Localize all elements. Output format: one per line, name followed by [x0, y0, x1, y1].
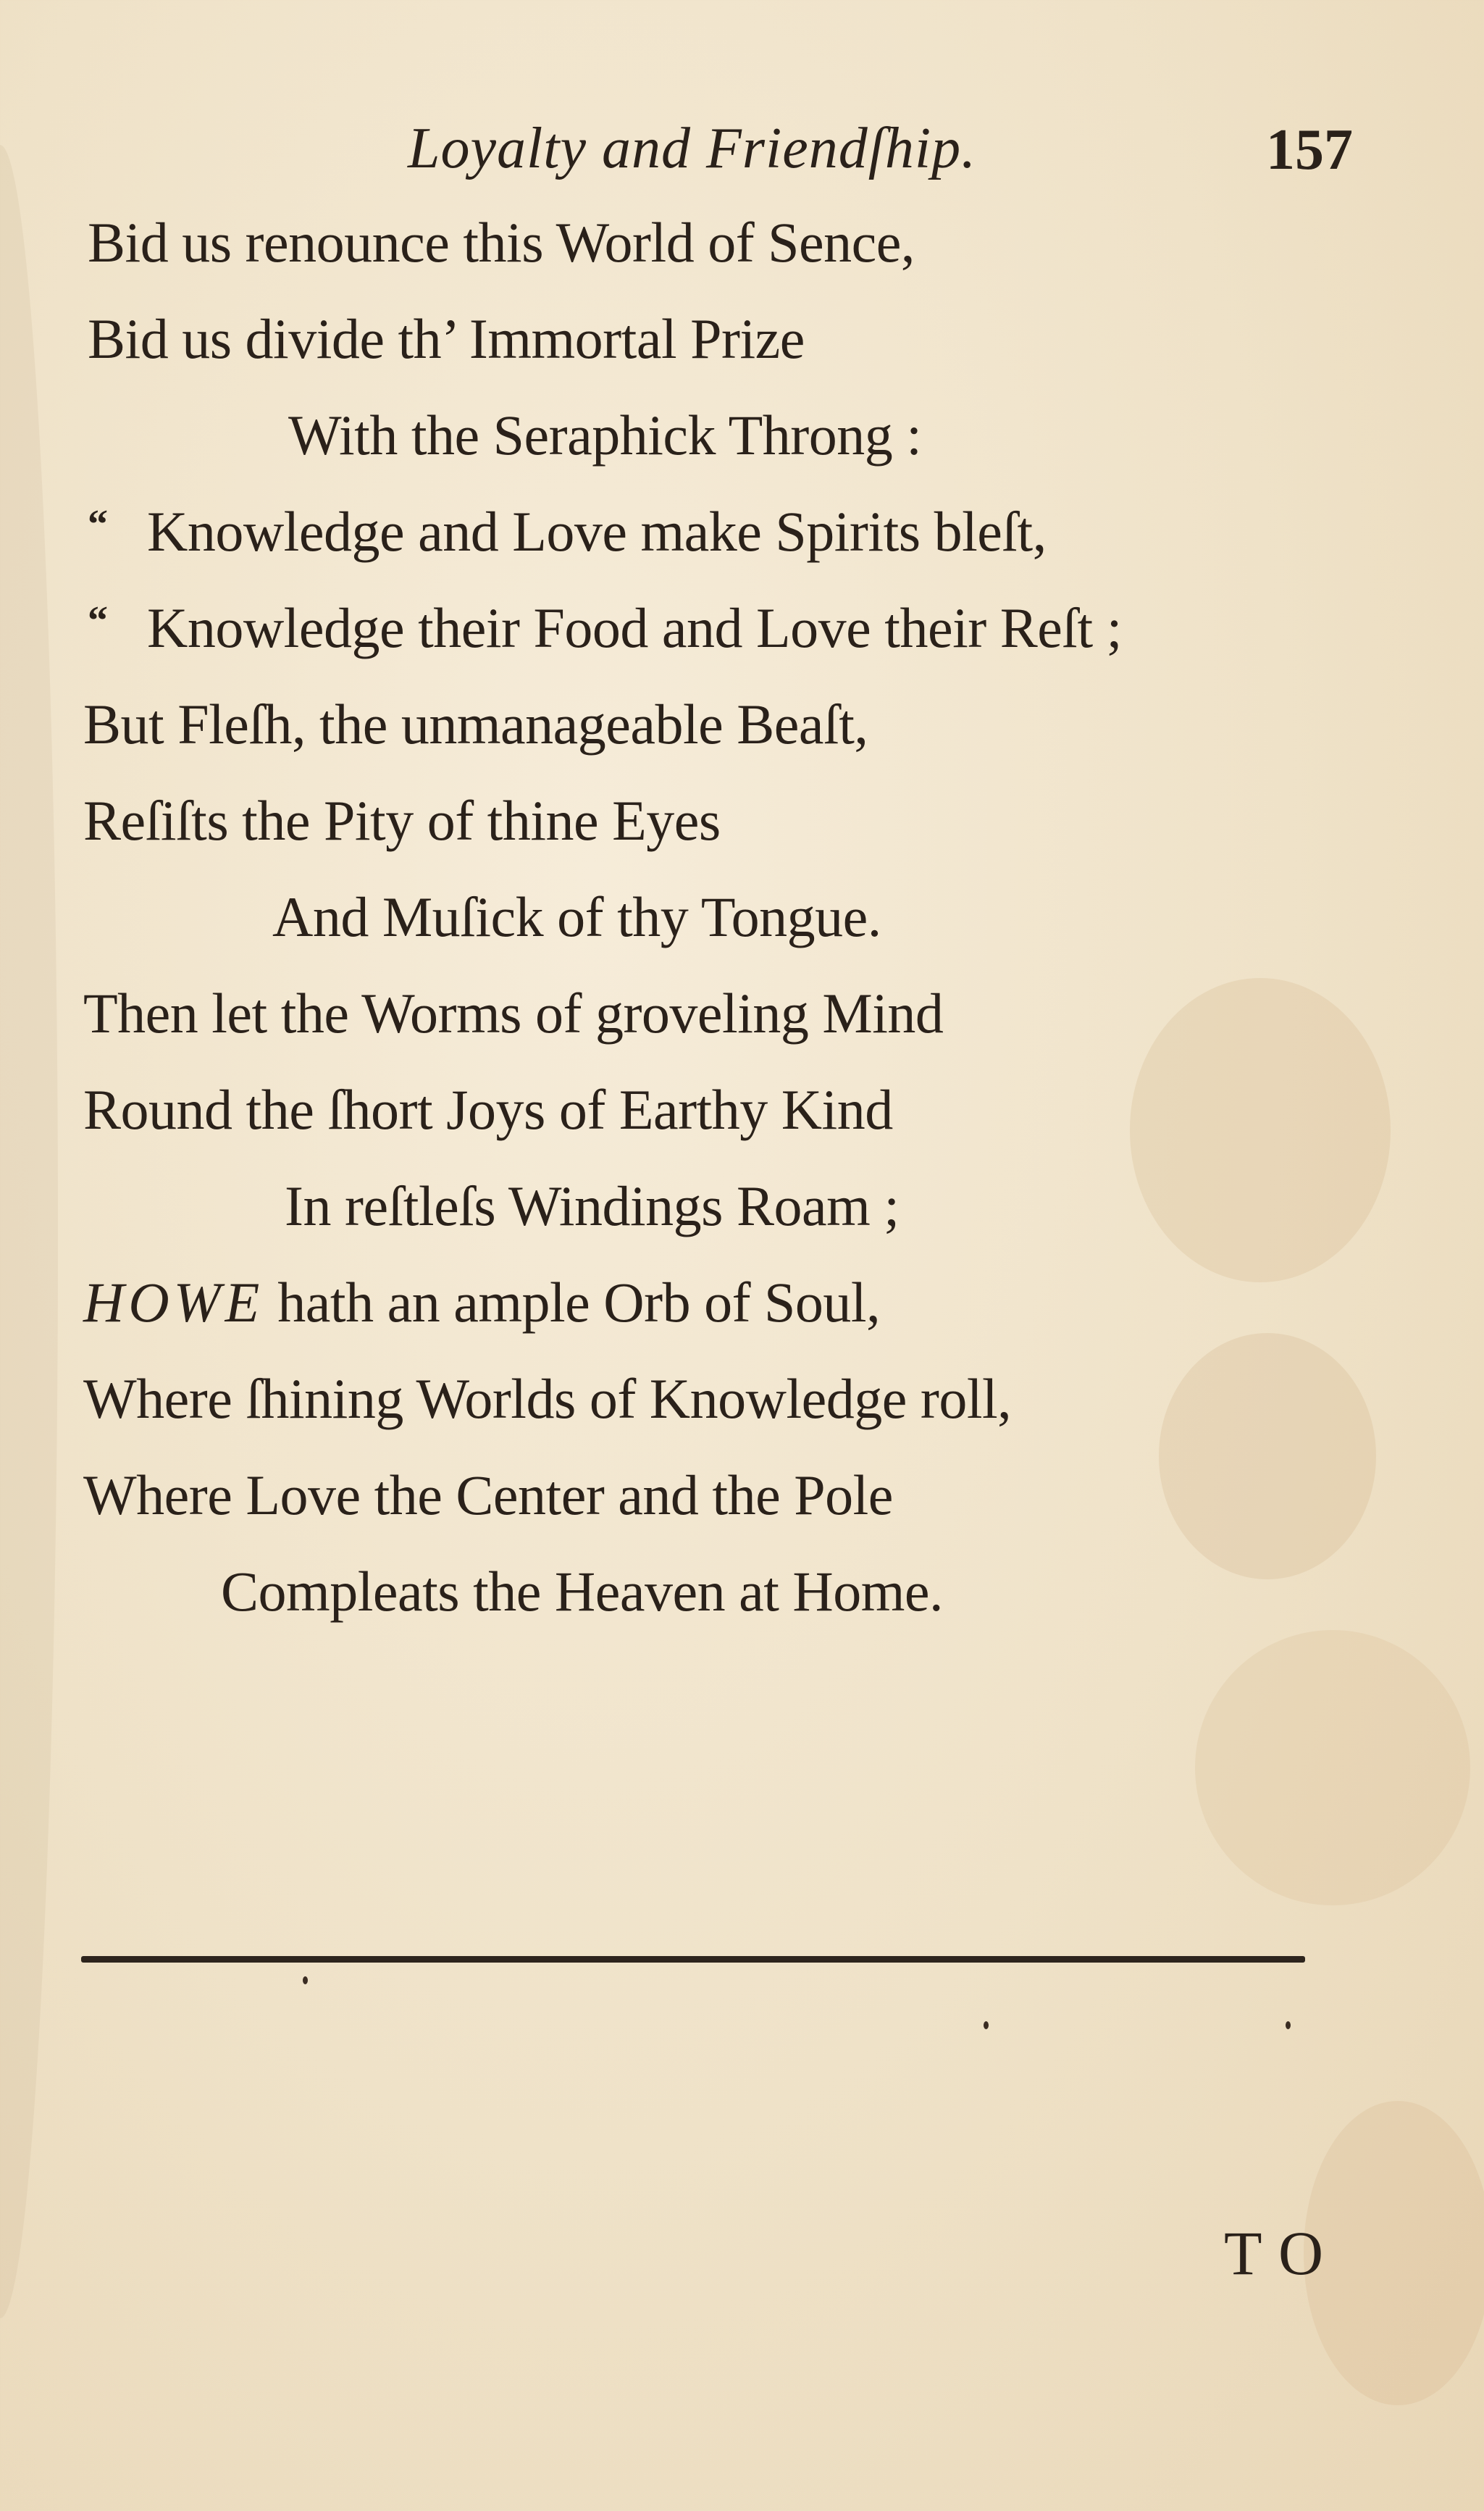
ink-speck: [984, 2021, 989, 2029]
verse-line: [88, 499, 1047, 564]
verse-line: Bid us renounce this World of Sence,: [88, 211, 915, 274]
verse-line: Where ſhining Worlds of Knowledge roll,: [83, 1367, 1012, 1430]
verse-line: Then let the Worms of groveling Mind: [83, 982, 944, 1045]
verse-line: Compleats the Heaven at Home.: [221, 1560, 944, 1623]
verse-line: [83, 1270, 880, 1335]
catchword: TO: [1224, 2218, 1341, 2288]
verse-line: [88, 596, 1122, 661]
horizontal-rule: [81, 1956, 1305, 1963]
verse-line-text: Knowledge and Love make Spirits bleſt,: [147, 500, 1047, 563]
ink-speck: [1286, 2021, 1291, 2029]
paper-stain: [1195, 1630, 1470, 1905]
paper-stain: [1159, 1333, 1376, 1579]
quotation-mark: “: [88, 502, 108, 547]
verse-line: Reſiſts the Pity of thine Eyes: [83, 789, 721, 852]
verse-line: Where Love the Center and the Pole: [83, 1463, 893, 1526]
verse-line: And Muſick of thy Tongue.: [272, 885, 881, 948]
page-header: [0, 116, 1484, 196]
paper-stain: [0, 145, 58, 2318]
paper-stain: [1130, 978, 1391, 1282]
verse-line: Bid us divide th’ Immortal Prize: [88, 307, 805, 370]
quotation-mark: “: [88, 598, 108, 643]
verse-line-text: hath an ample Orb of Soul,: [264, 1271, 881, 1334]
proper-name: HOWE: [83, 1271, 264, 1334]
running-title: Loyalty and Friendſhip.: [408, 117, 977, 180]
verse-line-text: Knowledge their Food and Love their Reſt ;: [147, 596, 1122, 659]
page-number: 157: [1266, 118, 1353, 182]
verse-line: Round the ſhort Joys of Earthy Kind: [83, 1078, 893, 1141]
verse-line: With the Seraphick Throng :: [288, 404, 922, 467]
verse-line: In reſtleſs Windings Roam ;: [285, 1174, 900, 1237]
ink-speck: [303, 1976, 308, 1984]
verse-line: But Fleſh, the unmanageable Beaſt,: [83, 693, 868, 756]
